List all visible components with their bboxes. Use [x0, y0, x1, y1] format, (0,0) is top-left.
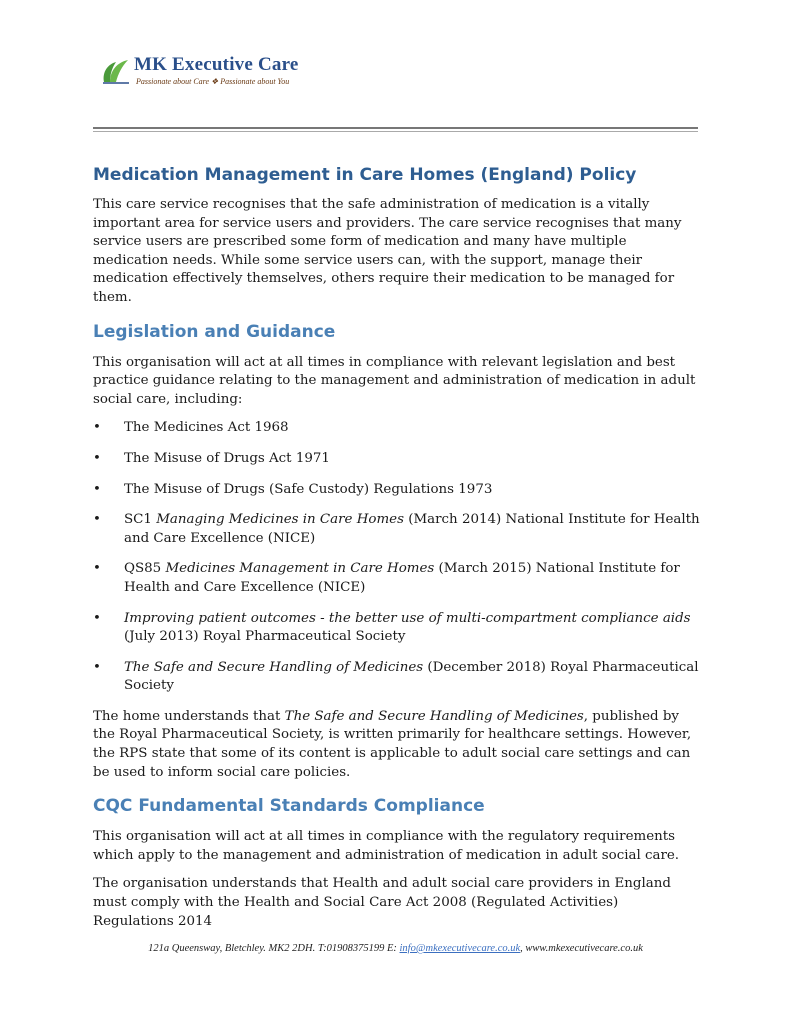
logo-tagline: Passionate about Care ❖ Passionate about You [136, 77, 290, 86]
bullet-icon: • [93, 610, 101, 626]
legislation-list-item [93, 610, 701, 647]
bullet-icon: • [93, 481, 101, 497]
legislation-list-item [93, 481, 701, 500]
footer [0, 943, 791, 954]
logo-name: MK Executive Care [134, 54, 299, 75]
company-logo [100, 52, 360, 92]
bullet-icon: • [93, 659, 101, 675]
item-title: Medicines Management in Care Homes [165, 561, 435, 577]
bullet-icon: • [93, 512, 101, 528]
footer-address: 121a Queensway, Bletchley. MK2 2DH. T:01908375199 E: [148, 943, 400, 954]
legislation-list-item [93, 560, 701, 597]
closing-text-end: , published by the Royal Pharmaceutical Society, is written primarily for healthcare settings. However, the RPS state that some of its content is applicable to adult social care settings and can be used to inform social care policies. [93, 708, 692, 780]
item-text-end: (March 2015) National Institute for Health and Care Excellence (NICE) [124, 561, 680, 595]
legislation-intro: This organisation will act at all times in compliance with relevant legislation and best practice guidance relating to the management and administration of medication in adult social care, including: [93, 354, 696, 407]
page-title: Medication Management in Care Homes (England) Policy [93, 165, 637, 185]
item-title: The Safe and Secure Handling of Medicines [124, 659, 424, 675]
cqc-paragraph-1: This organisation will act at all times in compliance with the regulatory requirements which apply to the management and administration of medication in adult social care. [93, 829, 680, 863]
bullet-icon: • [93, 561, 101, 577]
footer-email-link[interactable]: info@mkexecutivecare.co.uk [399, 943, 521, 954]
closing-title: The Safe and Secure Handling of Medicines [284, 708, 584, 724]
item-text: The Medicines Act 1968 [124, 420, 289, 436]
legislation-list-item [93, 659, 701, 696]
cqc-paragraph-2: The organisation understands that Health and adult social care providers in England must comply with the Health and Social Care Act 2008 (Regulated Activities) Regulations 2014 [93, 876, 671, 929]
item-text-end: (March 2014) National Institute for Health and Care Excellence (NICE) [124, 512, 700, 546]
item-text: QS85 [124, 561, 166, 577]
leaf-icon [100, 56, 132, 86]
legislation-heading: Legislation and Guidance [93, 321, 336, 342]
bullet-icon: • [93, 420, 101, 436]
item-text-end: (December 2018) Royal Pharmaceutical Society [124, 659, 699, 694]
document-body [93, 165, 701, 941]
legislation-closing [93, 708, 701, 782]
intro-paragraph: This care service recognises that the safe administration of medication is a vitally important area for service users and providers. The care service recognises that many service users are prescribed some form of medication and many have multiple medication needs. While some service users can, with the support, manage their medication effectively themselves, others require their medication to be managed for them. [93, 197, 682, 305]
legislation-list-item [93, 511, 701, 548]
item-text: The Misuse of Drugs (Safe Custody) Regulations 1973 [124, 481, 493, 497]
closing-text: The home understands that [93, 708, 285, 724]
cqc-heading: CQC Fundamental Standards Compliance [93, 796, 485, 817]
footer-separator: , [520, 943, 526, 954]
item-text-end: (July 2013) Royal Pharmaceutical Society [124, 629, 406, 645]
legislation-list-item [93, 450, 701, 469]
footer-website[interactable]: www.mkexecutivecare.co.uk [525, 943, 643, 954]
legislation-list [93, 419, 701, 696]
header-divider-thin [93, 131, 698, 132]
item-text: SC1 [124, 512, 157, 528]
bullet-icon: • [93, 450, 101, 466]
item-text: The Misuse of Drugs Act 1971 [124, 450, 330, 466]
header-divider [93, 127, 698, 129]
item-title: Managing Medicines in Care Homes [156, 512, 404, 528]
legislation-list-item [93, 419, 701, 438]
item-title: Improving patient outcomes - the better use of multi-compartment compliance aids [124, 610, 691, 626]
